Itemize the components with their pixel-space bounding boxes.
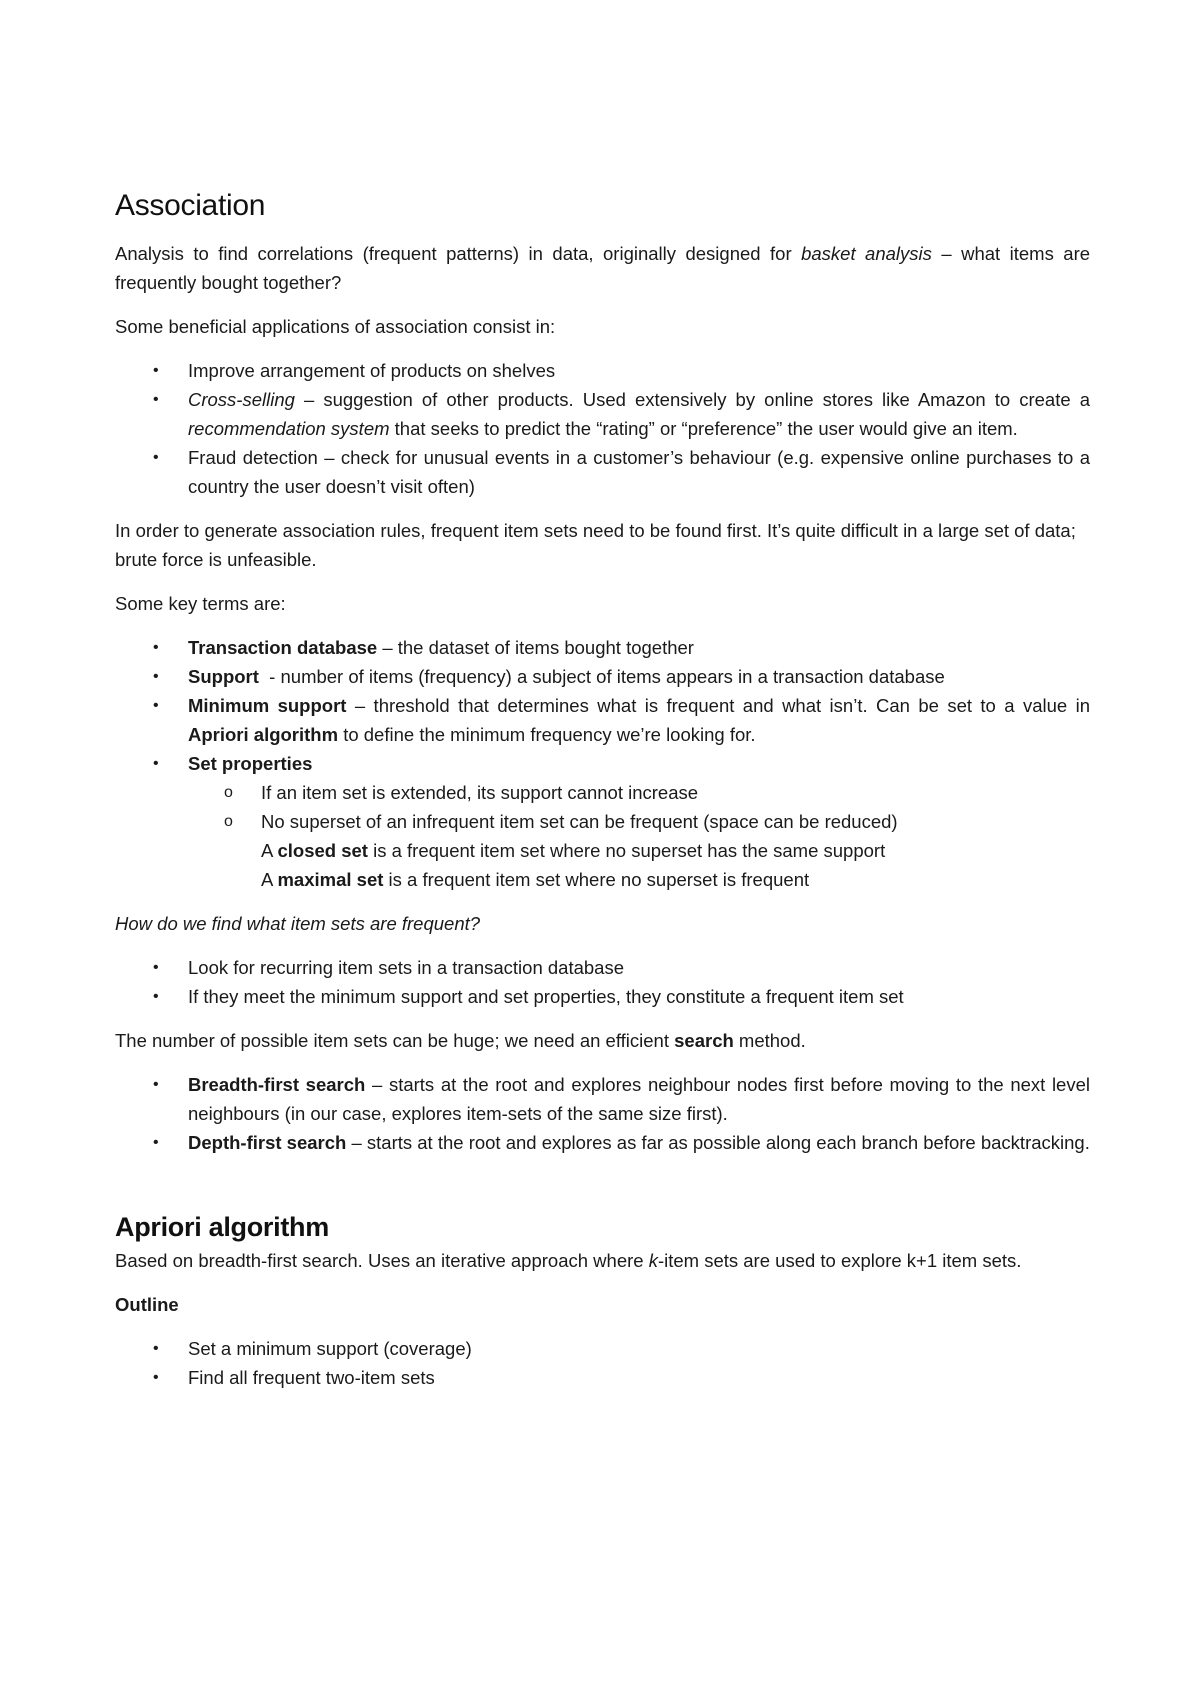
bullet-icon: • — [153, 449, 159, 466]
bullet-icon: • — [153, 1076, 159, 1093]
list-item: o No superset of an infrequent item set can be frequent (space can be reduced) — [188, 807, 1090, 836]
find-list — [115, 953, 1090, 1011]
bullet-icon: • — [153, 391, 159, 408]
circle-bullet-icon: o — [224, 784, 233, 801]
bullet-icon: • — [153, 362, 159, 379]
applications-intro: Some beneficial applications of association consist in: — [115, 316, 556, 337]
rules-paragraph: In order to generate association rules, frequent item sets need to be found first. It’s quite difficult in a large set of data; brute force is unfeasible. — [115, 520, 1076, 570]
outline-heading: Outline — [115, 1294, 179, 1315]
bullet-icon: • — [153, 1369, 159, 1386]
frequent-question: How do we find what item sets are frequent? — [115, 913, 481, 934]
list-item: • Depth-first search – starts at the root and explores as far as possible along each branch before backtracking. — [115, 1128, 1090, 1157]
circle-bullet-icon: o — [224, 813, 233, 830]
set-properties-list — [188, 778, 1090, 894]
key-terms-list — [115, 633, 1090, 894]
document-page — [115, 188, 1090, 1407]
list-item: • Find all frequent two-item sets — [115, 1363, 1090, 1392]
closed-set-line: A closed set is a frequent item set where no superset has the same support — [261, 840, 886, 861]
list-item: • Transaction database – the dataset of items bought together — [115, 633, 1090, 662]
list-item: • If they meet the minimum support and set properties, they constitute a frequent item set — [115, 982, 1090, 1011]
list-item: • Cross-selling – suggestion of other products. Used extensively by online stores like Amazon to create a recommendation system that seeks to predict the “rating” or “preference” the user would give an item. — [115, 385, 1090, 443]
list-item: • Breadth-first search – starts at the root and explores neighbour nodes first before moving to the next level neighbours (in our case, explores item-sets of the same size first). — [115, 1070, 1090, 1128]
list-item: o If an item set is extended, its support cannot increase — [188, 778, 1090, 807]
bullet-icon: • — [153, 1134, 159, 1151]
bullet-icon: • — [153, 959, 159, 976]
list-item: • Support - number of items (frequency) a subject of items appears in a transaction database — [115, 662, 1090, 691]
bullet-icon: • — [153, 639, 159, 656]
maximal-set-line: A maximal set is a frequent item set where no superset is frequent — [261, 869, 810, 890]
apriori-intro: Based on breadth-first search. Uses an iterative approach where k-item sets are used to explore k+1 item sets. — [115, 1250, 1022, 1271]
outline-list — [115, 1334, 1090, 1392]
key-terms-intro: Some key terms are: — [115, 593, 286, 614]
list-item: • Fraud detection – check for unusual events in a customer’s behaviour (e.g. expensive online purchases to a country the user doesn’t visit often) — [115, 443, 1090, 501]
search-intro: The number of possible item sets can be huge; we need an efficient search method. — [115, 1030, 806, 1051]
bullet-icon: • — [153, 697, 159, 714]
bullet-icon: • — [153, 1340, 159, 1357]
list-item: • Improve arrangement of products on shelves — [115, 356, 1090, 385]
search-methods-list — [115, 1070, 1090, 1157]
bullet-icon: • — [153, 668, 159, 685]
list-item: • Set a minimum support (coverage) — [115, 1334, 1090, 1363]
apriori-heading: Apriori algorithm — [115, 1212, 329, 1242]
association-heading: Association — [115, 189, 266, 222]
bullet-icon: • — [153, 755, 159, 772]
list-item: • Look for recurring item sets in a transaction database — [115, 953, 1090, 982]
list-item: • Minimum support – threshold that determines what is frequent and what isn’t. Can be set to a value in Apriori algorithm to define the minimum frequency we’re looking for. — [115, 691, 1090, 749]
association-intro: Analysis to find correlations (frequent patterns) in data, originally designed for basket analysis – what items are frequently bought together? — [115, 243, 1091, 293]
list-item: • Set properties o If an item set is extended, its support cannot increase o No superset of an infrequent item set can be frequent (space can be reduced) A closed set is a frequent item set where no superset has the same support A maximal set is a frequent item set where no superset is frequent — [115, 749, 1090, 894]
bullet-icon: • — [153, 988, 159, 1005]
applications-list — [115, 356, 1090, 501]
